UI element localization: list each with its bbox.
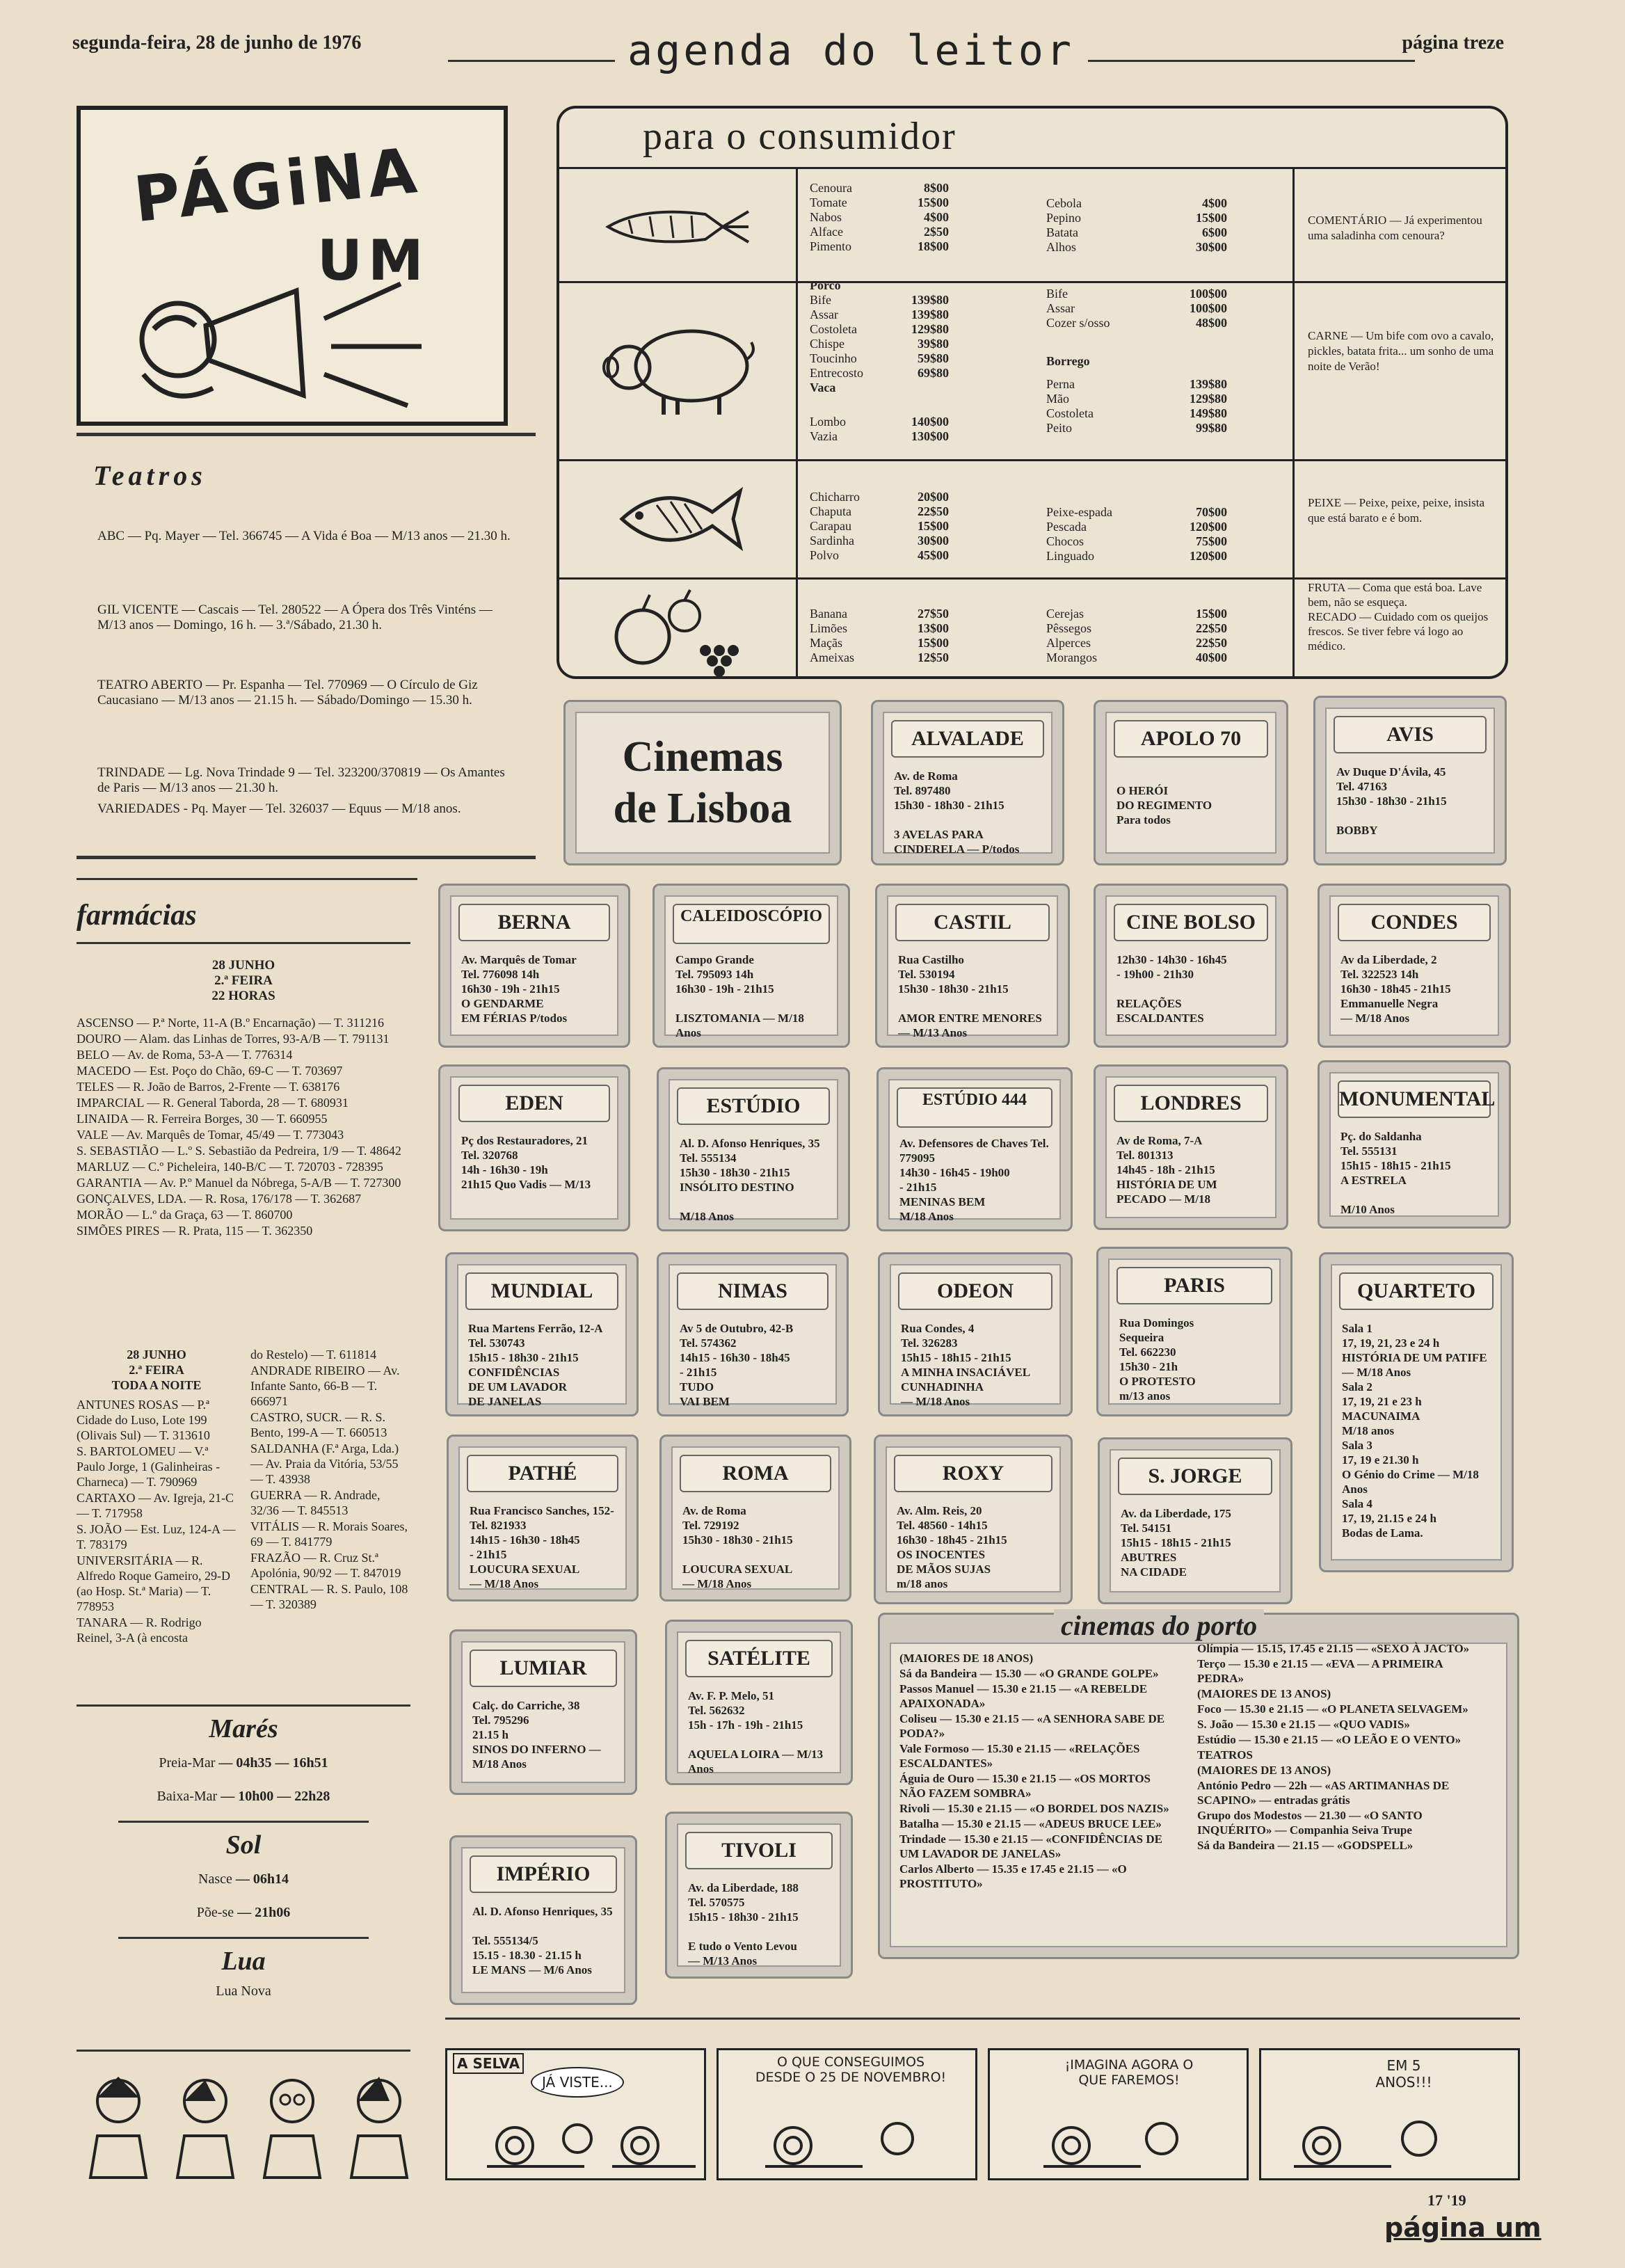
price-row: Vazia 130$00 <box>810 429 949 443</box>
cinema-info: Al. D. Afonso Henriques, 35 Tel. 555134 15h30 - 18h30 - 21h15 INSÓLITO DESTINO M/18 Anos <box>680 1137 820 1223</box>
porto-listing: TEATROS <box>1197 1748 1253 1762</box>
almanac <box>77 1704 410 1999</box>
porto-listing: Rivoli — 15.30 e 21.15 — «O BORDEL DOS NAZIS» <box>899 1802 1169 1815</box>
cinema-card <box>874 1435 1073 1604</box>
cinema-name: AVIS <box>1334 716 1487 753</box>
cinema-info: Av 5 de Outubro, 42-B Tel. 574362 14h15 - 16h30 - 18h45 - 21h15 TUDO VAI BEM <box>680 1322 794 1408</box>
cinema-name: ESTÚDIO <box>677 1087 830 1125</box>
sol-nasce: Nasce — 06h14 <box>198 1871 289 1887</box>
mares-title: Marés <box>209 1714 278 1743</box>
cinema-card <box>447 1435 639 1602</box>
farmacia-item: FRAZÃO — R. Cruz St.ª Apolónia, 90/92 — T. 847019 <box>250 1551 401 1580</box>
consumidor-title: para o consumidor <box>643 115 956 158</box>
porto-listing: Olímpia — 15.15, 17.45 e 21.15 — «SEXO À JACTO» <box>1197 1642 1470 1655</box>
comic-bubble: JÁ VISTE... <box>531 2067 624 2098</box>
rule <box>77 856 536 859</box>
teatros-title: Teatros <box>93 460 207 491</box>
cinema-info: Av. Marquês de Tomar Tel. 776098 14h 16h30 - 19h - 21h15 O GENDARME EM FÉRIAS P/todos <box>461 953 577 1025</box>
farmacia-item: ANDRADE RIBEIRO — Av. Infante Santo, 66-B — T. 666971 <box>250 1364 400 1408</box>
cinema-info: Av da Liberdade, 2 Tel. 322523 14h 16h30 - 18h45 - 21h15 Emmanuelle Negra — M/18 Anos <box>1340 953 1451 1025</box>
card-inner <box>677 1631 841 1773</box>
price-row: Alface 2$50 <box>810 225 949 239</box>
price-row: Mão 129$80 <box>1046 392 1227 406</box>
cinema-name: TIVOLI <box>685 1832 833 1869</box>
farmacia-item: CENTRAL — R. S. Paulo, 108 — T. 320389 <box>250 1582 408 1611</box>
cinema-card <box>1094 700 1288 865</box>
farmacias-section <box>77 899 410 1239</box>
cinema-info: Av. Alm. Reis, 20 Tel. 48560 - 14h15 16h30 - 18h45 - 21h15 OS INOCENTES DE MÃOS SUJAS m/18 anos <box>897 1504 1007 1590</box>
row-divider <box>559 281 1505 283</box>
cinema-info: O HERÓI DO REGIMENTO Para todos <box>1116 784 1212 826</box>
cinema-name: APOLO 70 <box>1114 720 1268 758</box>
header-rule-left <box>448 60 615 62</box>
header-date: segunda-feira, 28 de junho de 1976 <box>72 32 362 54</box>
cinema-name: CALEIDOSCÓPIO <box>673 904 830 944</box>
price-row: Cebola 4$00 <box>1046 196 1227 210</box>
price-row: Morangos 40$00 <box>1046 650 1227 664</box>
price-row: Cerejas 15$00 <box>1046 607 1227 621</box>
porto-listing: Carlos Alberto — 15.35 e 17.45 e 21.15 — «O PROSTITUTO» <box>899 1862 1127 1890</box>
card-inner <box>1325 708 1495 854</box>
cinema-card <box>1096 1247 1292 1416</box>
card-inner <box>1331 1264 1502 1560</box>
price-row: Lombo 140$00 <box>810 415 949 429</box>
card-inner <box>671 1446 840 1590</box>
cinema-card <box>659 1435 851 1602</box>
farmacia-item: S. SEBASTIÃO — L.º S. Sebastião da Pedreira, 1/9 — T. 48642 <box>77 1144 401 1158</box>
price-row: Carapau 15$00 <box>810 519 949 533</box>
cinema-name: IMPÉRIO <box>470 1855 617 1893</box>
farmacia-item: GARANTIA — Av. P.º Manuel da Nóbrega, 5-A/B — T. 727300 <box>77 1176 401 1190</box>
card-inner <box>1105 895 1276 1036</box>
cinema-info: Av. da Liberdade, 175 Tel. 54151 15h15 - 18h15 - 21h15 ABUTRES NA CIDADE <box>1121 1507 1231 1579</box>
farmacia-item: IMPARCIAL — R. General Taborda, 28 — T. 680931 <box>77 1096 349 1110</box>
footer-page-number: 17 '19 <box>1427 2191 1466 2209</box>
cinema-card <box>445 1252 639 1416</box>
snail-icon <box>473 2111 1503 2173</box>
porto-listing: Foco — 15.30 e 21.15 — «O PLANETA SELVAGEM» <box>1197 1702 1468 1716</box>
price-row: Assar 100$00 <box>1046 301 1227 315</box>
price-row: Costoleta 149$80 <box>1046 406 1227 420</box>
sol-title: Sol <box>225 1830 262 1860</box>
lua-title: Lua <box>221 1947 266 1976</box>
farmacias-title: farmácias <box>77 900 197 932</box>
card-inner <box>890 1643 1507 1947</box>
rule <box>445 2018 1520 2020</box>
price-row: Alperces 22$50 <box>1046 636 1227 650</box>
rule <box>77 2050 410 2052</box>
cinema-info: Rua Castilho Tel. 530194 15h30 - 18h30 - 21h15 AMOR ENTRE MENORES — M/13 Anos <box>898 953 1042 1039</box>
logo-line2: UM <box>317 228 429 293</box>
consumidor-box <box>557 106 1508 679</box>
farmacia-item: VITÁLIS — R. Morais Soares, 69 — T. 841779 <box>250 1519 408 1549</box>
cinema-info: 12h30 - 14h30 - 16h45 - 19h00 - 21h30 RELAÇÕES ESCALDANTES <box>1116 953 1227 1025</box>
cinema-name: SATÉLITE <box>685 1640 833 1677</box>
cinema-info: Av. de Roma Tel. 897480 15h30 - 18h30 - 21h15 3 AVELAS PARA CINDERELA — P/todos <box>894 769 1020 856</box>
price-row: Limões 13$00 <box>810 621 949 635</box>
farm-head: 28 JUNHO <box>127 1348 186 1361</box>
comic-bubble: EM 5 ANOS!!! <box>1375 2057 1432 2091</box>
farmacia-item: SIMÕES PIRES — R. Prata, 115 — T. 362350 <box>77 1224 313 1238</box>
rule <box>77 433 536 436</box>
price-list <box>810 278 949 444</box>
cinema-card <box>438 884 630 1048</box>
fish-icon <box>608 477 747 561</box>
lua-phase: Lua Nova <box>216 1983 271 1999</box>
teatro-item: TEATRO ABERTO — Pr. Espanha — Tel. 770969 — O Círculo de Giz Caucasiano — M/13 anos — 21.15 h. — Sábado/Domingo — 15.30 h. <box>97 678 478 708</box>
cinema-name: LONDRES <box>1114 1085 1268 1122</box>
card-inner <box>1110 1449 1281 1592</box>
farmacia-item: S. JOÃO — Est. Luz, 124-A — T. 783179 <box>77 1522 236 1551</box>
price-list <box>810 490 949 563</box>
page-header <box>72 25 1504 75</box>
porto-listing: Sá da Bandeira — 21.15 — «GODSPELL» <box>1197 1839 1414 1852</box>
cinema-card <box>438 1064 630 1231</box>
price-row: Cenoura 8$00 <box>810 181 949 195</box>
price-row: Polvo 45$00 <box>810 548 949 562</box>
cinema-card <box>1313 696 1507 865</box>
card-inner <box>1105 712 1276 854</box>
price-row: Maçãs 15$00 <box>810 636 949 650</box>
mares-preia: Preia-Mar — 04h35 — 16h51 <box>159 1755 328 1771</box>
card-inner <box>887 895 1058 1039</box>
card-inner <box>677 1823 841 1967</box>
price-list <box>810 607 949 665</box>
price-row: Ameixas 12$50 <box>810 650 949 664</box>
porto-col1 <box>899 1651 1178 1892</box>
price-list <box>1046 607 1227 665</box>
teatros-section <box>77 459 522 816</box>
cinema-info: Av. da Liberdade, 188 Tel. 570575 15h15 - 18h30 - 21h15 E tudo o Vento Levou — M/13 Anos <box>688 1881 799 1967</box>
col-divider <box>796 167 798 676</box>
card-inner <box>669 1079 838 1223</box>
porto-listing: S. João — 15.30 e 21.15 — «QUO VADIS» <box>1197 1718 1410 1731</box>
farmacia-item: UNIVERSITÁRIA — R. Alfredo Roque Gameiro, 29-D (ao Hosp. St.ª Maria) — T. 778953 <box>77 1554 230 1613</box>
cinema-card <box>1098 1437 1292 1604</box>
price-row: Toucinho 59$80 <box>810 351 949 365</box>
farmacia-item: TELES — R. João de Barros, 2-Frente — T. 638176 <box>77 1080 340 1094</box>
porto-listing: Sá da Bandeira — 15.30 — «O GRANDE GOLPE» <box>899 1667 1159 1680</box>
porto-listing: Batalha — 15.30 e 21.15 — «ADEUS BRUCE LEE» <box>899 1817 1162 1830</box>
heads-cartoon <box>77 2059 424 2185</box>
cinema-name: ODEON <box>898 1272 1052 1310</box>
cinema-name: NIMAS <box>677 1272 828 1310</box>
cinema-info: Pç. do Saldanha Tel. 555131 15h15 - 18h15 - 21h15 A ESTRELA M/10 Anos <box>1340 1130 1451 1216</box>
cinema-name: BERNA <box>458 904 610 941</box>
price-list <box>1046 287 1227 436</box>
farmacia-item: MACEDO — Est. Poço do Chão, 69-C — T. 703697 <box>77 1064 343 1078</box>
farm-head: 28 JUNHO <box>211 958 275 973</box>
card-inner <box>1329 1072 1499 1217</box>
card-inner <box>890 1264 1061 1408</box>
cinema-info: Al. D. Afonso Henriques, 35 Tel. 555134/5 15.15 - 18.30 - 21.15 h LE MANS — M/6 Anos <box>472 1905 613 1976</box>
price-row: Linguado 120$00 <box>1046 549 1227 563</box>
sol-poe: Põe-se — 21h06 <box>196 1905 291 1920</box>
farmacia-item: do Restelo) — T. 611814 <box>250 1348 377 1361</box>
cinema-card <box>1318 884 1511 1048</box>
farmacia-item: MORÃO — L.º da Graça, 63 — T. 860700 <box>77 1208 293 1222</box>
price-row: Perna 139$80 <box>1046 377 1227 391</box>
cinema-info: Av. Defensores de Chaves Tel. 779095 14h30 - 16h45 - 19h00 - 21h15 MENINAS BEM M/18 Anos <box>899 1137 1049 1223</box>
cinema-name: QUARTETO <box>1339 1272 1494 1310</box>
cinema-card <box>665 1812 853 1979</box>
price-head: Borrego <box>1046 354 1090 368</box>
card-inner <box>1105 1076 1276 1218</box>
card-inner <box>1108 1259 1281 1405</box>
price-list <box>810 181 949 254</box>
row-divider <box>559 577 1505 580</box>
cinema-card <box>1094 884 1288 1048</box>
farm-head: 2.ª FEIRA <box>129 1363 184 1377</box>
cinema-card <box>1319 1252 1514 1572</box>
cinema-card <box>657 1067 850 1231</box>
cinema-name: ROMA <box>680 1455 831 1492</box>
cinema-info: Av Duque D'Ávila, 45 Tel. 47163 15h30 - 18h30 - 21h15 BOBBY <box>1336 765 1447 837</box>
price-row: Entrecosto 69$80 <box>810 366 949 380</box>
cinema-info: Rua Condes, 4 Tel. 326283 15h15 - 18h15 - 21h15 A MINHA INSACIÁVEL CUNHADINHA — M/18 Anos <box>901 1322 1030 1408</box>
cinema-card <box>657 1252 849 1416</box>
porto-listing: Trindade — 15.30 e 21.15 — «CONFIDÊNCIAS DE UM LAVADOR DE JANELAS» <box>899 1832 1162 1860</box>
price-row: Costoleta 129$80 <box>810 322 949 336</box>
price-row: Banana 27$50 <box>810 607 949 621</box>
farmacia-item: MARLUZ — C.º Picheleira, 140-B/C — T. 720703 - 728395 <box>77 1160 383 1174</box>
porto-listing: (MAIORES DE 18 ANOS) <box>899 1652 1034 1665</box>
price-row: Peito 99$80 <box>1046 421 1227 435</box>
card-inner <box>575 712 830 854</box>
price-row: Tomate 15$00 <box>810 195 949 209</box>
cinema-name: MUNDIAL <box>465 1272 618 1310</box>
fruit-icon <box>608 584 761 682</box>
price-list <box>1046 196 1227 255</box>
card-inner <box>664 895 838 1039</box>
consumidor-rule <box>559 167 1505 169</box>
porto-card <box>878 1610 1519 1959</box>
price-row: Pimento 18$00 <box>810 239 949 253</box>
card-inner <box>461 1641 625 1783</box>
cinema-name: PARIS <box>1116 1267 1272 1304</box>
cinema-info: Av de Roma, 7-A Tel. 801313 14h45 - 18h - 21h15 HISTÓRIA DE UM PECADO — M/18 <box>1116 1134 1217 1206</box>
card-inner <box>458 1446 627 1590</box>
teatro-item: TRINDADE — Lg. Nova Trindade 9 — Tel. 323200/370819 — Os Amantes de Paris — M/13 anos — 21.30 h. <box>97 765 505 795</box>
price-head: Porco <box>810 278 841 292</box>
price-head: Vaca <box>810 381 836 394</box>
porto-col2 <box>1197 1641 1489 1853</box>
cinema-name: CASTIL <box>895 904 1050 941</box>
cinema-name: MONUMENTAL <box>1338 1080 1491 1118</box>
card-inner <box>888 1079 1061 1223</box>
porto-title: cinemas do porto <box>1054 1609 1264 1642</box>
farmacia-item: LINAIDA — R. Ferreira Borges, 30 — T. 660955 <box>77 1112 328 1126</box>
cinema-name: LUMIAR <box>470 1650 617 1687</box>
farm-head: 22 HORAS <box>211 989 275 1003</box>
porto-listing: Terço — 15.30 e 21.15 — «EVA — A PRIMEIRA PEDRA» <box>1197 1657 1443 1685</box>
cinema-card <box>653 884 850 1048</box>
price-row: Chaputa 22$50 <box>810 504 949 518</box>
farmacia-item: DOURO — Alam. das Linhas de Torres, 93-A/B — T. 791131 <box>77 1032 390 1046</box>
price-row: Cozer s/osso 48$00 <box>1046 316 1227 330</box>
megaphone-icon <box>122 263 442 416</box>
farmacia-item: GUERRA — R. Andrade, 32/36 — T. 845513 <box>250 1488 381 1517</box>
teatro-item: VARIEDADES - Pq. Mayer — Tel. 326037 — Equus — M/18 anos. <box>97 801 461 816</box>
farmacia-item: CARTAXO — Av. Igreja, 21-C — T. 717958 <box>77 1491 234 1520</box>
card-inner <box>450 1076 618 1220</box>
cinemas-lisboa-title-card <box>563 700 842 865</box>
cinema-info: Rua Martens Ferrão, 12-A Tel. 530743 15h15 - 18h30 - 21h15 CONFIDÊNCIAS DE UM LAVADOR DE JANELAS <box>468 1322 602 1408</box>
porto-listing: (MAIORES DE 13 ANOS) <box>1197 1687 1331 1700</box>
cinema-card <box>871 700 1064 865</box>
farmacia-item: ANTUNES ROSAS — P.ª Cidade do Luso, Lote 199 (Olivais Sul) — T. 313610 <box>77 1398 210 1442</box>
cinema-info: Rua Domingos Sequeira Tel. 662230 15h30 - 21h O PROTESTO m/13 anos <box>1119 1316 1196 1403</box>
col-divider <box>1292 167 1295 676</box>
cinema-card <box>665 1620 853 1785</box>
comment: CARNE — Um bife com ovo a cavalo, pickles, batata frita... um sonho de uma noite de Verão! <box>1308 329 1494 373</box>
cinemas-title-line1: Cinemas <box>622 733 783 781</box>
cinema-name: S. JORGE <box>1118 1458 1272 1495</box>
teatro-item: GIL VICENTE — Cascais — Tel. 280522 — A Ópera dos Três Vinténs — M/13 anos — Domingo, 16 h. — 3.ª/Sábado, 21.30 h. <box>97 602 493 632</box>
comment-fruta: FRUTA — Coma que está boa. Lave bem, não se esqueça. <box>1308 581 1482 609</box>
farmacia-item: S. BARTOLOMEU — V.ª Paulo Jorge, 1 (Galinheiras - Charneca) — T. 790969 <box>77 1444 221 1489</box>
price-row: Assar 139$80 <box>810 308 949 321</box>
cinema-info: Av. F. P. Melo, 51 Tel. 562632 15h - 17h - 19h - 21h15 AQUELA LOIRA — M/13 Anos <box>688 1689 824 1775</box>
cinema-name: ROXY <box>894 1455 1052 1492</box>
comment: PEIXE — Peixe, peixe, peixe, insista que está barato e é bom. <box>1308 496 1485 525</box>
price-row: Bife 100$00 <box>1046 287 1227 301</box>
card-inner <box>669 1264 837 1408</box>
price-row: Pepino 15$00 <box>1046 211 1227 225</box>
porto-listing: (MAIORES DE 13 ANOS) <box>1197 1764 1331 1777</box>
farm-head: TODA A NOITE <box>111 1378 202 1392</box>
price-row: Bife 139$80 <box>810 293 949 307</box>
cinema-card <box>1318 1060 1511 1229</box>
cinema-card <box>876 1067 1073 1231</box>
cinema-card <box>449 1835 637 2005</box>
price-row: Nabos 4$00 <box>810 210 949 224</box>
price-row: Pescada 120$00 <box>1046 520 1227 534</box>
rule <box>77 878 417 880</box>
cinema-name: ALVALADE <box>891 720 1044 758</box>
cinema-info: Av. de Roma Tel. 729192 15h30 - 18h30 - 21h15 LOUCURA SEXUAL — M/18 Anos <box>682 1504 793 1590</box>
porto-listing: Vale Formoso — 15.30 e 21.15 — «RELAÇÕES ESCALDANTES» <box>899 1742 1140 1770</box>
logo-line1: PÁGiNA <box>130 134 424 237</box>
cinema-info: Pç dos Restauradores, 21 Tel. 320768 14h - 16h30 - 19h 21h15 Quo Vadis — M/13 <box>461 1134 591 1191</box>
cinema-name: PATHÉ <box>467 1455 618 1492</box>
cinema-info: Sala 1 17, 19, 21, 23 e 24 h HISTÓRIA DE UM PATIFE — M/18 Anos Sala 2 17, 19, 21 e 23 h MACUNAIMA M/18 anos Sala 3 17, 19 e 21.30 h O Génio do Crime — M/18 Anos Sala 4 17, 19, 21.15 e 24 h Bodas de Lama. <box>1342 1322 1487 1540</box>
mares-baixa: Baixa-Mar — 10h00 — 22h28 <box>157 1789 330 1804</box>
card-inner <box>886 1446 1061 1592</box>
comment <box>1308 580 1496 653</box>
header-rule-right <box>1088 60 1415 62</box>
cinema-info: Rua Francisco Sanches, 152-Tel. 821933 14h15 - 16h30 - 18h45 - 21h15 LOUCURA SEXUAL — M/18 Anos <box>470 1504 614 1590</box>
porto-listing: Estúdio — 15.30 e 21.15 — «O LEÃO E O VENTO» <box>1197 1733 1462 1746</box>
cinema-info: Campo Grande Tel. 795093 14h 16h30 - 19h - 21h15 LISZTOMANIA — M/18 Anos <box>675 953 804 1039</box>
cinema-name: CINE BOLSO <box>1114 904 1268 941</box>
carrot-icon <box>601 192 754 262</box>
farm-head: 2.ª FEIRA <box>214 973 273 988</box>
cinema-card <box>1094 1064 1288 1230</box>
teatro-item: ABC — Pq. Mayer — Tel. 366745 — A Vida é Boa — M/13 anos — 21.30 h. <box>97 529 511 543</box>
comic-bubble: ¡IMAGINA AGORA O QUE FAREMOS! <box>1064 2057 1194 2088</box>
porto-listing: António Pedro — 22h — «AS ARTIMANHAS DE SCAPINO» — entradas grátis <box>1197 1779 1450 1807</box>
header-page: página treze <box>1402 32 1504 54</box>
price-row: Chicharro 20$00 <box>810 490 949 504</box>
farmacia-item: GONÇALVES, LDA. — R. Rosa, 176/178 — T. 362687 <box>77 1192 362 1206</box>
price-row: Chispe 39$80 <box>810 337 949 351</box>
cinema-name: EDEN <box>458 1085 610 1122</box>
footer-brand: página um <box>1384 2212 1542 2243</box>
price-row: Sardinha 30$00 <box>810 534 949 548</box>
farmacia-item: CASTRO, SUCR. — R. S. Bento, 199-A — T. 660513 <box>250 1410 387 1439</box>
cinema-name: CONDES <box>1338 904 1491 941</box>
cinema-card <box>875 884 1070 1048</box>
card-inner <box>1329 895 1499 1036</box>
farm-col-b <box>250 1347 410 1613</box>
price-list <box>1046 505 1227 564</box>
farmacia-item: ASCENSO — P.ª Norte, 11-A (B.º Encarnação) — T. 311216 <box>77 1016 384 1030</box>
row-divider <box>559 459 1505 461</box>
farmacia-item: BELO — Av. de Roma, 53-A — T. 776314 <box>77 1048 293 1062</box>
cinemas-title-line2: de Lisboa <box>613 785 792 832</box>
masthead-title: agenda do leitor <box>622 26 1080 75</box>
comment-recado: RECADO — Cuidado com os queijos frescos. Se tiver febre vá logo ao médico. <box>1308 610 1489 653</box>
price-row: Alhos 30$00 <box>1046 240 1227 254</box>
cinema-name: ESTÚDIO 444 <box>897 1087 1052 1128</box>
price-row: Batata 6$00 <box>1046 225 1227 239</box>
porto-listing: Águia de Ouro — 15.30 e 21.15 — «OS MORTOS NÃO FAZEM SOMBRA» <box>899 1772 1151 1800</box>
comic-strip <box>445 2048 1520 2180</box>
cinema-card <box>878 1252 1073 1416</box>
cinema-info: Calç. do Carriche, 38 Tel. 795296 21.15 h SINOS DO INFERNO — M/18 Anos <box>472 1699 601 1771</box>
farmacia-item: TANARA — R. Rodrigo Reinel, 3-A (à encosta <box>77 1615 202 1645</box>
card-inner <box>450 895 618 1036</box>
price-row: Chocos 75$00 <box>1046 534 1227 548</box>
farmacia-item: SALDANHA (F.ª Arga, Lda.) — Av. Praia da Vitória, 53/55 — T. 43938 <box>250 1442 399 1486</box>
farm-col-a <box>77 1347 237 1646</box>
farmacia-item: VALE — Av. Marquês de Tomar, 45/49 — T. 773043 <box>77 1128 344 1142</box>
comic-bubble: O QUE CONSEGUIMOS DESDE O 25 DE NOVEMBRO! <box>755 2054 947 2085</box>
price-row: Peixe-espada 70$00 <box>1046 505 1227 519</box>
farm-list <box>77 1015 410 1238</box>
porto-listing: Passos Manuel — 15.30 e 21.15 — «A REBELDE APAIXONADA» <box>899 1682 1148 1710</box>
card-inner <box>461 1847 625 1993</box>
pagina-um-logo <box>77 106 508 426</box>
pig-icon <box>594 317 761 422</box>
comment: COMENTÁRIO — Já experimentou uma saladinha com cenoura? <box>1308 214 1482 242</box>
card-inner <box>883 712 1052 854</box>
comic-sign: A SELVA <box>453 2053 524 2074</box>
price-row: Pêssegos 22$50 <box>1046 621 1227 635</box>
porto-listing: Grupo dos Modestos — 21.30 — «O SANTO INQUÉRITO» — Companhia Seiva Trupe <box>1197 1809 1423 1837</box>
card-inner <box>457 1264 627 1408</box>
cinema-card <box>449 1629 637 1795</box>
porto-listing: Coliseu — 15.30 e 21.15 — «A SENHORA SABE DE PODA?» <box>899 1712 1165 1740</box>
